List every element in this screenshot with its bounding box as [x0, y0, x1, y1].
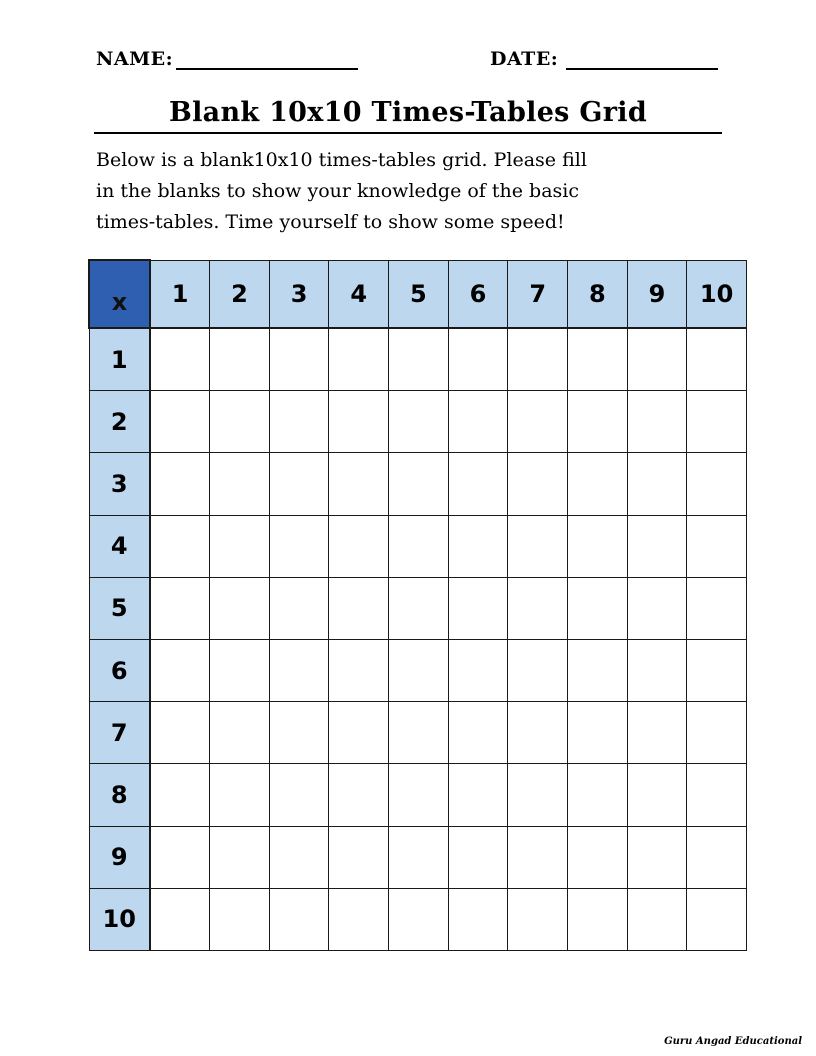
- answer-cell-6x6[interactable]: [448, 639, 508, 701]
- answer-cell-5x3[interactable]: [269, 577, 329, 639]
- answer-cell-1x7[interactable]: [508, 328, 568, 391]
- answer-cell-6x1[interactable]: [150, 639, 210, 701]
- answer-cell-9x1[interactable]: [150, 826, 210, 888]
- answer-cell-6x9[interactable]: [627, 639, 687, 701]
- answer-cell-3x4[interactable]: [329, 453, 389, 515]
- grid-row: [89, 764, 747, 826]
- column-header-5: 5: [389, 260, 449, 328]
- answer-cell-3x6[interactable]: [448, 453, 508, 515]
- answer-cell-2x6[interactable]: [448, 391, 508, 453]
- answer-cell-6x7[interactable]: [508, 639, 568, 701]
- grid-row: [89, 515, 747, 577]
- column-header-6: 6: [448, 260, 508, 328]
- grid-row: [89, 577, 747, 639]
- page-title: Blank 10x10 Times-Tables Grid: [168, 97, 648, 128]
- answer-cell-10x1[interactable]: [150, 888, 210, 950]
- answer-cell-1x3[interactable]: [269, 328, 329, 391]
- answer-cell-6x5[interactable]: [389, 639, 449, 701]
- answer-cell-3x8[interactable]: [567, 453, 627, 515]
- column-header-4: 4: [329, 260, 389, 328]
- row-header-3: 3: [89, 453, 150, 515]
- answer-cell-5x2[interactable]: [210, 577, 270, 639]
- answer-cell-6x8[interactable]: [567, 639, 627, 701]
- grid-row: [89, 328, 747, 391]
- answer-cell-10x8[interactable]: [567, 888, 627, 950]
- answer-cell-10x7[interactable]: [508, 888, 568, 950]
- answer-cell-8x4[interactable]: [329, 764, 389, 826]
- answer-cell-7x4[interactable]: [329, 702, 389, 764]
- answer-cell-2x9[interactable]: [627, 391, 687, 453]
- answer-cell-4x2[interactable]: [210, 515, 270, 577]
- row-header-10: 10: [89, 888, 150, 950]
- column-header-8: 8: [567, 260, 627, 328]
- column-header-10: 10: [687, 260, 747, 328]
- answer-cell-2x4[interactable]: [329, 391, 389, 453]
- answer-cell-2x1[interactable]: [150, 391, 210, 453]
- grid-row: [89, 888, 747, 950]
- answer-cell-9x2[interactable]: [210, 826, 270, 888]
- answer-cell-7x10[interactable]: [687, 702, 747, 764]
- grid-row: [89, 639, 747, 701]
- answer-cell-9x5[interactable]: [389, 826, 449, 888]
- answer-cell-5x6[interactable]: [448, 577, 508, 639]
- answer-cell-2x10[interactable]: [687, 391, 747, 453]
- answer-cell-5x5[interactable]: [389, 577, 449, 639]
- instructions-line: in the blanks to show your knowledge of the basic: [96, 180, 579, 202]
- row-header-1: 1: [89, 328, 150, 391]
- answer-cell-7x2[interactable]: [210, 702, 270, 764]
- grid-row: [89, 826, 747, 888]
- answer-cell-5x10[interactable]: [687, 577, 747, 639]
- answer-cell-7x7[interactable]: [508, 702, 568, 764]
- answer-cell-3x7[interactable]: [508, 453, 568, 515]
- title-underline: [94, 132, 722, 134]
- column-header-1: 1: [150, 260, 210, 328]
- answer-cell-10x9[interactable]: [627, 888, 687, 950]
- row-header-7: 7: [89, 702, 150, 764]
- row-header-5: 5: [89, 577, 150, 639]
- name-label: NAME:: [96, 48, 174, 70]
- row-header-2: 2: [89, 391, 150, 453]
- answer-cell-5x7[interactable]: [508, 577, 568, 639]
- column-header-2: 2: [210, 260, 270, 328]
- answer-cell-3x1[interactable]: [150, 453, 210, 515]
- answer-cell-1x1[interactable]: [150, 328, 210, 391]
- answer-cell-4x9[interactable]: [627, 515, 687, 577]
- answer-cell-1x2[interactable]: [210, 328, 270, 391]
- instructions: [96, 145, 726, 238]
- answer-cell-5x8[interactable]: [567, 577, 627, 639]
- answer-cell-1x5[interactable]: [389, 328, 449, 391]
- answer-cell-1x10[interactable]: [687, 328, 747, 391]
- answer-cell-8x6[interactable]: [448, 764, 508, 826]
- answer-cell-8x5[interactable]: [389, 764, 449, 826]
- row-header-4: 4: [89, 515, 150, 577]
- answer-cell-4x6[interactable]: [448, 515, 508, 577]
- answer-cell-10x6[interactable]: [448, 888, 508, 950]
- answer-cell-6x4[interactable]: [329, 639, 389, 701]
- answer-cell-10x4[interactable]: [329, 888, 389, 950]
- answer-cell-7x5[interactable]: [389, 702, 449, 764]
- answer-cell-4x7[interactable]: [508, 515, 568, 577]
- answer-cell-10x5[interactable]: [389, 888, 449, 950]
- answer-cell-7x3[interactable]: [269, 702, 329, 764]
- answer-cell-1x9[interactable]: [627, 328, 687, 391]
- answer-cell-10x3[interactable]: [269, 888, 329, 950]
- answer-cell-2x7[interactable]: [508, 391, 568, 453]
- answer-cell-3x2[interactable]: [210, 453, 270, 515]
- column-header-3: 3: [269, 260, 329, 328]
- answer-cell-8x10[interactable]: [687, 764, 747, 826]
- publisher-credit: Guru Angad Educational: [664, 1036, 802, 1047]
- grid-row: [89, 453, 747, 515]
- answer-cell-9x4[interactable]: [329, 826, 389, 888]
- answer-cell-7x6[interactable]: [448, 702, 508, 764]
- column-header-7: 7: [508, 260, 568, 328]
- name-blank-line[interactable]: [176, 68, 358, 70]
- answer-cell-7x8[interactable]: [567, 702, 627, 764]
- answer-cell-3x3[interactable]: [269, 453, 329, 515]
- answer-cell-9x3[interactable]: [269, 826, 329, 888]
- date-label: DATE:: [490, 48, 559, 70]
- grid-row: [89, 702, 747, 764]
- answer-cell-4x1[interactable]: [150, 515, 210, 577]
- answer-cell-7x9[interactable]: [627, 702, 687, 764]
- grid-row: [89, 391, 747, 453]
- answer-cell-1x6[interactable]: [448, 328, 508, 391]
- column-header-9: 9: [627, 260, 687, 328]
- answer-cell-5x9[interactable]: [627, 577, 687, 639]
- answer-cell-9x6[interactable]: [448, 826, 508, 888]
- answer-cell-2x8[interactable]: [567, 391, 627, 453]
- answer-cell-7x1[interactable]: [150, 702, 210, 764]
- answer-cell-8x3[interactable]: [269, 764, 329, 826]
- answer-cell-10x2[interactable]: [210, 888, 270, 950]
- answer-cell-8x1[interactable]: [150, 764, 210, 826]
- answer-cell-4x5[interactable]: [389, 515, 449, 577]
- answer-cell-9x9[interactable]: [627, 826, 687, 888]
- row-header-6: 6: [89, 639, 150, 701]
- instructions-line: Below is a blank10x10 times-tables grid. Please fill: [96, 149, 587, 171]
- answer-cell-9x8[interactable]: [567, 826, 627, 888]
- date-blank-line[interactable]: [566, 68, 718, 70]
- answer-cell-3x9[interactable]: [627, 453, 687, 515]
- answer-cell-2x2[interactable]: [210, 391, 270, 453]
- answer-cell-10x10[interactable]: [687, 888, 747, 950]
- row-header-8: 8: [89, 764, 150, 826]
- answer-cell-8x8[interactable]: [567, 764, 627, 826]
- answer-cell-4x10[interactable]: [687, 515, 747, 577]
- answer-cell-5x4[interactable]: [329, 577, 389, 639]
- answer-cell-3x10[interactable]: [687, 453, 747, 515]
- row-header-9: 9: [89, 826, 150, 888]
- grid-corner: x: [89, 260, 150, 328]
- answer-cell-6x2[interactable]: [210, 639, 270, 701]
- answer-cell-1x8[interactable]: [567, 328, 627, 391]
- answer-cell-9x7[interactable]: [508, 826, 568, 888]
- answer-cell-2x3[interactable]: [269, 391, 329, 453]
- instructions-line: times-tables. Time yourself to show some speed!: [96, 211, 565, 233]
- answer-cell-6x10[interactable]: [687, 639, 747, 701]
- answer-cell-8x9[interactable]: [627, 764, 687, 826]
- answer-cell-1x4[interactable]: [329, 328, 389, 391]
- answer-cell-4x8[interactable]: [567, 515, 627, 577]
- answer-cell-6x3[interactable]: [269, 639, 329, 701]
- times-table-grid: [88, 259, 747, 951]
- answer-cell-4x4[interactable]: [329, 515, 389, 577]
- answer-cell-2x5[interactable]: [389, 391, 449, 453]
- answer-cell-3x5[interactable]: [389, 453, 449, 515]
- answer-cell-4x3[interactable]: [269, 515, 329, 577]
- answer-cell-9x10[interactable]: [687, 826, 747, 888]
- grid-header-row: [89, 260, 747, 328]
- answer-cell-8x7[interactable]: [508, 764, 568, 826]
- answer-cell-5x1[interactable]: [150, 577, 210, 639]
- answer-cell-8x2[interactable]: [210, 764, 270, 826]
